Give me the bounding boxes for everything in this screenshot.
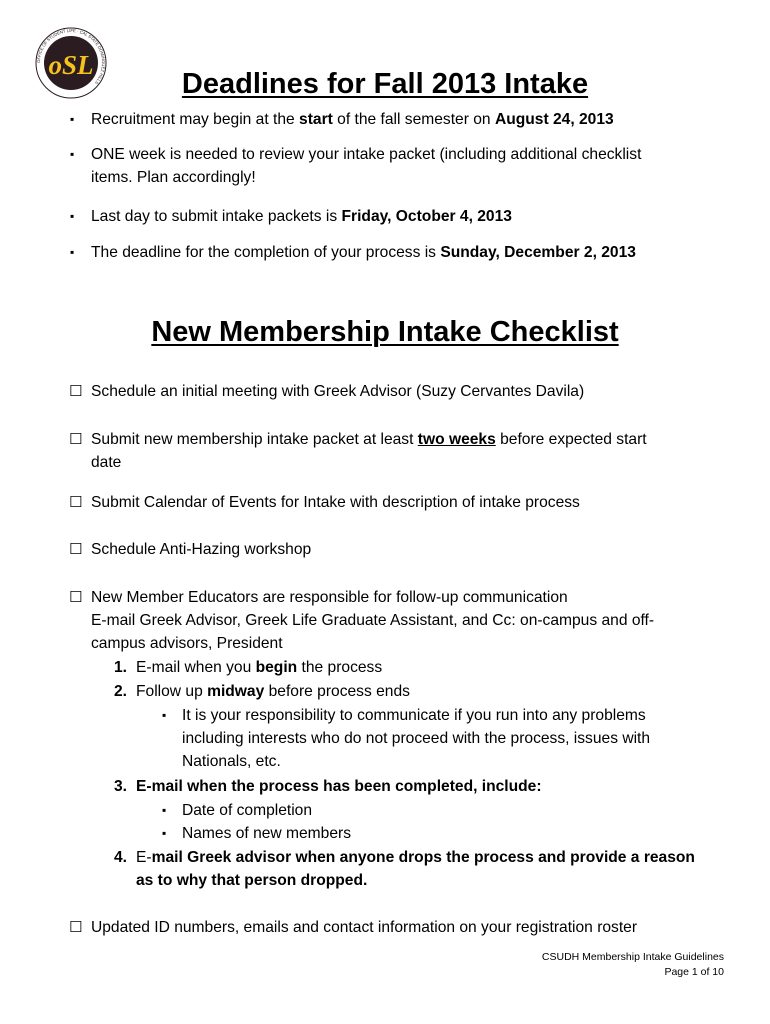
step-3-bullet-1: ▪ Date of completion bbox=[162, 799, 732, 822]
deadline-bullet-3: ▪ Last day to submit intake packets is Friday, October 4, 2013 bbox=[70, 205, 730, 228]
checkbox-icon[interactable]: ☐ bbox=[69, 494, 83, 511]
checklist-item-3[interactable]: ☐ Submit Calendar of Events for Intake with description of intake process bbox=[70, 491, 730, 514]
deadlines-title: Deadlines for Fall 2013 Intake bbox=[181, 68, 589, 100]
checkbox-icon[interactable]: ☐ bbox=[69, 383, 83, 400]
checklist-item-2[interactable]: ☐ Submit new membership intake packet at least two weeks before expected start date bbox=[70, 428, 730, 474]
step-3-bullet-2: ▪ Names of new members bbox=[162, 822, 732, 845]
square-bullet-icon: ▪ bbox=[162, 803, 167, 817]
checklist-item-6[interactable]: ☐ Updated ID numbers, emails and contact information on your registration roster bbox=[70, 916, 730, 939]
step-2: 2. Follow up midway before process ends bbox=[114, 683, 410, 700]
square-bullet-icon: ▪ bbox=[70, 112, 75, 126]
step-3: 3. E-mail when the process has been completed, include: bbox=[114, 778, 542, 795]
checkbox-icon[interactable]: ☐ bbox=[69, 541, 83, 558]
square-bullet-icon: ▪ bbox=[162, 826, 167, 840]
logo-ring-text: OFFICE OF STUDENT LIFE · CAL STATE DOMINGUEZ HILLS bbox=[35, 27, 107, 86]
square-bullet-icon: ▪ bbox=[70, 209, 75, 223]
footer-page-number: Page 1 of 10 bbox=[664, 966, 724, 978]
logo-letters: oSL bbox=[48, 50, 94, 80]
checklist-item-4[interactable]: ☐ Schedule Anti-Hazing workshop bbox=[70, 538, 730, 561]
square-bullet-icon: ▪ bbox=[70, 147, 75, 161]
deadline-bullet-4: ▪ The deadline for the completion of your process is Sunday, December 2, 2013 bbox=[70, 241, 730, 264]
square-bullet-icon: ▪ bbox=[162, 708, 167, 722]
step-2-bullet: ▪ It is your responsibility to communicate if you run into any problems including interests who do not proceed with the process, issues with Nationals, etc. bbox=[162, 704, 732, 773]
page-footer bbox=[542, 950, 724, 980]
footer-doc-title: CSUDH Membership Intake Guidelines bbox=[541, 951, 724, 963]
deadline-bullet-1: ▪ Recruitment may begin at the start of the fall semester on August 24, 2013 bbox=[70, 108, 730, 131]
checkbox-icon[interactable]: ☐ bbox=[69, 589, 83, 606]
checkbox-icon[interactable]: ☐ bbox=[69, 431, 83, 448]
square-bullet-icon: ▪ bbox=[70, 245, 75, 259]
checklist-item-1[interactable]: ☐ Schedule an initial meeting with Greek Advisor (Suzy Cervantes Davila) bbox=[70, 380, 730, 403]
step-4: 4. E-mail Greek advisor when anyone drops the process and provide a reason as to why that person dropped. bbox=[114, 849, 695, 889]
deadline-bullet-2: ▪ ONE week is needed to review your intake packet (including additional checklist items. Plan accordingly! bbox=[70, 143, 730, 189]
checklist-title: New Membership Intake Checklist bbox=[151, 316, 619, 348]
checklist-item-5[interactable]: ☐ New Member Educators are responsible for follow-up communication E-mail Greek Advisor, Greek Life Graduate Assistant, and Cc: on-campus and off- campus advisors, President bbox=[70, 586, 730, 655]
checkbox-icon[interactable]: ☐ bbox=[69, 919, 83, 936]
step-1: 1. E-mail when you begin the process bbox=[114, 659, 383, 676]
